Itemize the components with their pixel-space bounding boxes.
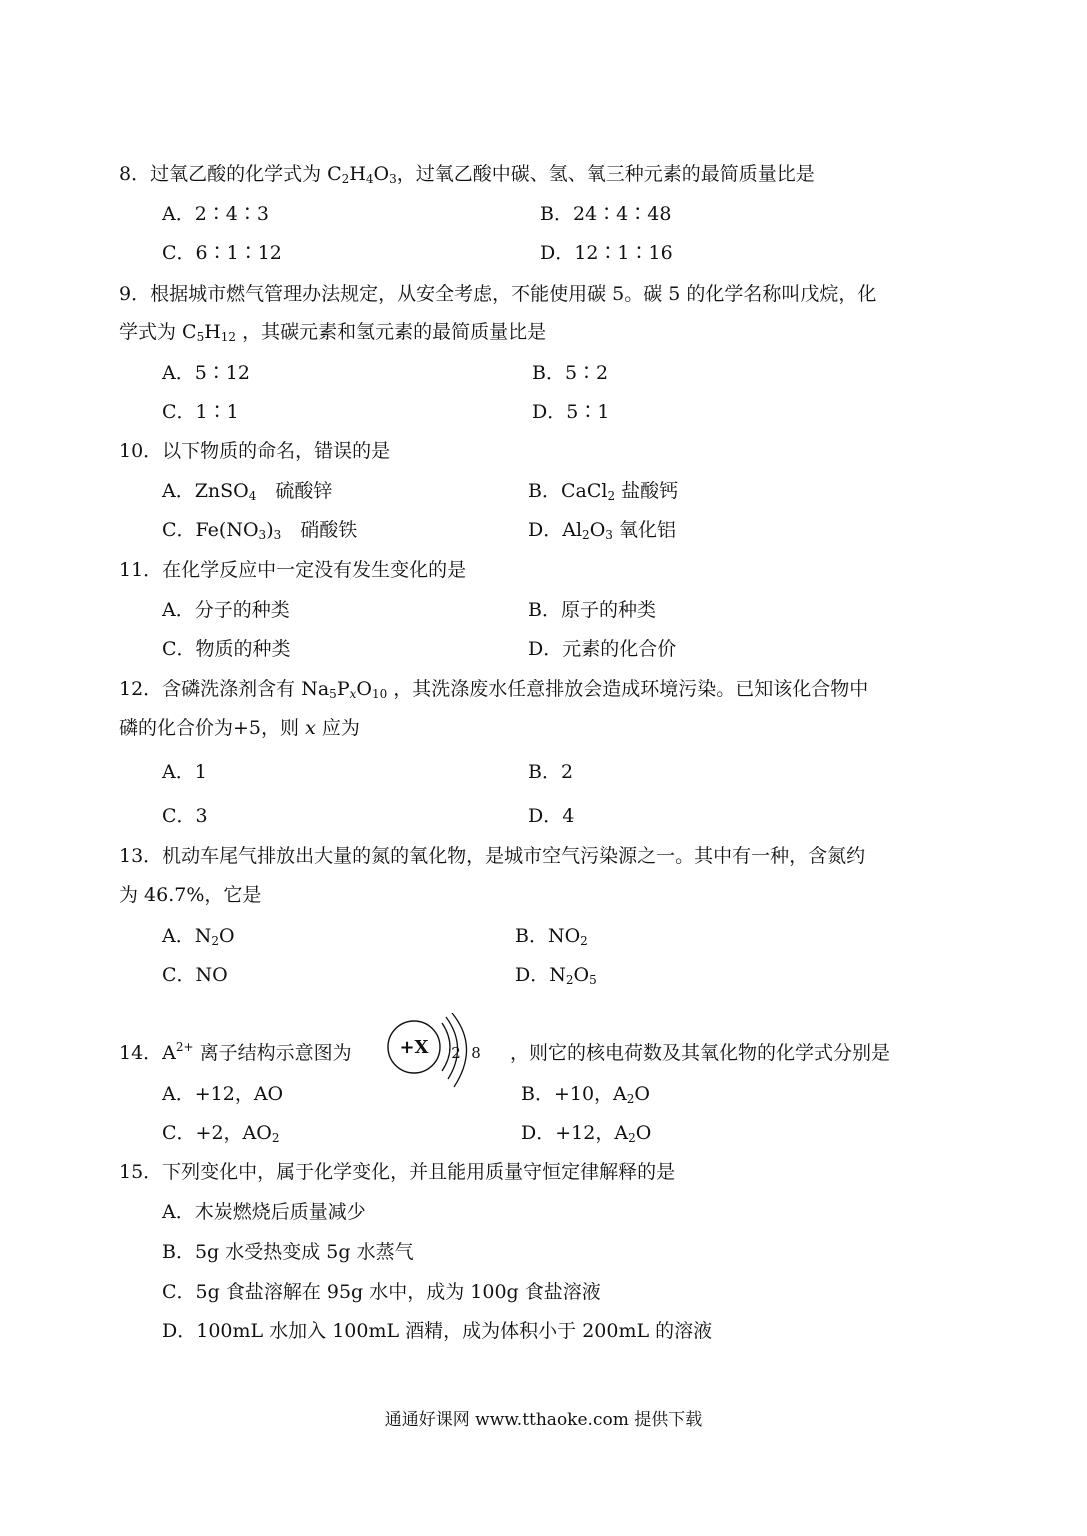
question-14-stem-start: 14．$A^{2+}$ 离子结构示意图为: [119, 1040, 352, 1064]
question-11-option-c: C．物质的种类: [162, 638, 291, 660]
question-10-option-a: A．ZnSO$_4$ 硫酸锌: [162, 480, 333, 503]
question-14-option-d: D．+12，$A_2O$: [521, 1122, 652, 1145]
ion-structure-diagram: [382, 1013, 492, 1093]
question-10-option-c: C．$Fe(NO_3)_3$ 硝酸铁: [162, 519, 358, 542]
question-15-option-d: D．100mL 水加入 100mL 酒精，成为体积小于 200mL 的溶液: [162, 1320, 713, 1342]
question-13-stem-line1: 13．机动车尾气排放出大量的氮的氧化物，是城市空气污染源之一。其中有一种，含氮约: [119, 845, 866, 867]
question-12-stem-line2: 磷的化合价为+5，则 x 应为: [119, 717, 360, 739]
question-9-option-c: C．1∶1: [162, 401, 239, 423]
question-10-stem: 10．以下物质的命名，错误的是: [119, 440, 391, 462]
question-8-option-b: B．24∶4∶48: [540, 203, 672, 225]
question-12-stem-line1: 12．含磷洗涤剂含有 $Na_5P_xO_{10}$ ，其洗涤废水任意排放会造成环境污染。已知该化合物中: [119, 678, 869, 701]
question-13-option-a: A．$N_2O$: [162, 925, 235, 948]
question-11-option-a: A．分子的种类: [162, 599, 290, 621]
question-8-option-c: C．6∶1∶12: [162, 242, 282, 264]
question-13-stem-line2: 为 46.7%，它是: [119, 884, 262, 906]
question-13-option-d: D．$N_2O_5$: [515, 964, 597, 987]
question-15-option-b: B．5g 水受热变成 5g 水蒸气: [162, 1241, 414, 1263]
question-12-option-d: D．4: [528, 805, 575, 827]
shell-1-electrons: 2: [451, 1044, 461, 1062]
question-9-option-b: B．5∶2: [532, 362, 609, 384]
question-14-option-a: A．+12，AO: [162, 1083, 284, 1105]
shell-2-electrons: 8: [471, 1044, 481, 1062]
question-8-option-a: A．2∶4∶3: [162, 203, 269, 225]
question-12-option-b: B．2: [528, 761, 574, 783]
question-10-option-b: B．CaCl$_2$ 盐酸钙: [528, 480, 679, 503]
question-11-option-b: B．原子的种类: [528, 599, 656, 621]
question-9-stem-line1: 9．根据城市燃气管理办法规定，从安全考虑，不能使用碳 5。碳 5 的化学名称叫戊烷，化: [119, 283, 877, 305]
question-14-stem-end: ，则它的核电荷数及其氧化物的化学式分别是: [510, 1042, 891, 1064]
question-15-option-c: C．5g 食盐溶解在 95g 水中，成为 100g 食盐溶液: [162, 1281, 601, 1303]
question-11-option-d: D．元素的化合价: [528, 638, 677, 660]
page-footer: 通通好课网 www.tthaoke.com 提供下载: [384, 1410, 703, 1430]
question-10-option-d: D．$Al_2O_3$ 氧化铝: [528, 519, 676, 542]
question-11-stem: 11．在化学反应中一定没有发生变化的是: [119, 559, 467, 581]
question-9-stem-line2: 学式为 $C_5H_{12}$ ，其碳元素和氢元素的最简质量比是: [119, 321, 547, 344]
question-9-option-a: A．5∶12: [162, 362, 250, 384]
question-12-option-a: A．1: [162, 761, 207, 783]
question-8-stem: 8．过氧乙酸的化学式为 $C_2H_4O_3$，过氧乙酸中碳、氢、氧三种元素的最简质量比是: [119, 163, 815, 186]
question-15-option-a: A．木炭燃烧后质量减少: [162, 1201, 366, 1223]
question-14-option-b: B．+10，$A_2O$: [521, 1083, 650, 1106]
question-8-option-d: D．12∶1∶16: [540, 242, 673, 264]
question-12-option-c: C．3: [162, 805, 208, 827]
question-15-stem: 15．下列变化中，属于化学变化，并且能用质量守恒定律解释的是: [119, 1161, 676, 1183]
question-13-option-c: C．NO: [162, 964, 228, 986]
question-9-option-d: D．5∶1: [532, 401, 610, 423]
question-14-option-c: C．+2，$AO_2$: [162, 1122, 280, 1145]
question-13-option-b: B．$NO_2$: [515, 925, 588, 948]
nucleus-label: +X: [399, 1037, 429, 1058]
